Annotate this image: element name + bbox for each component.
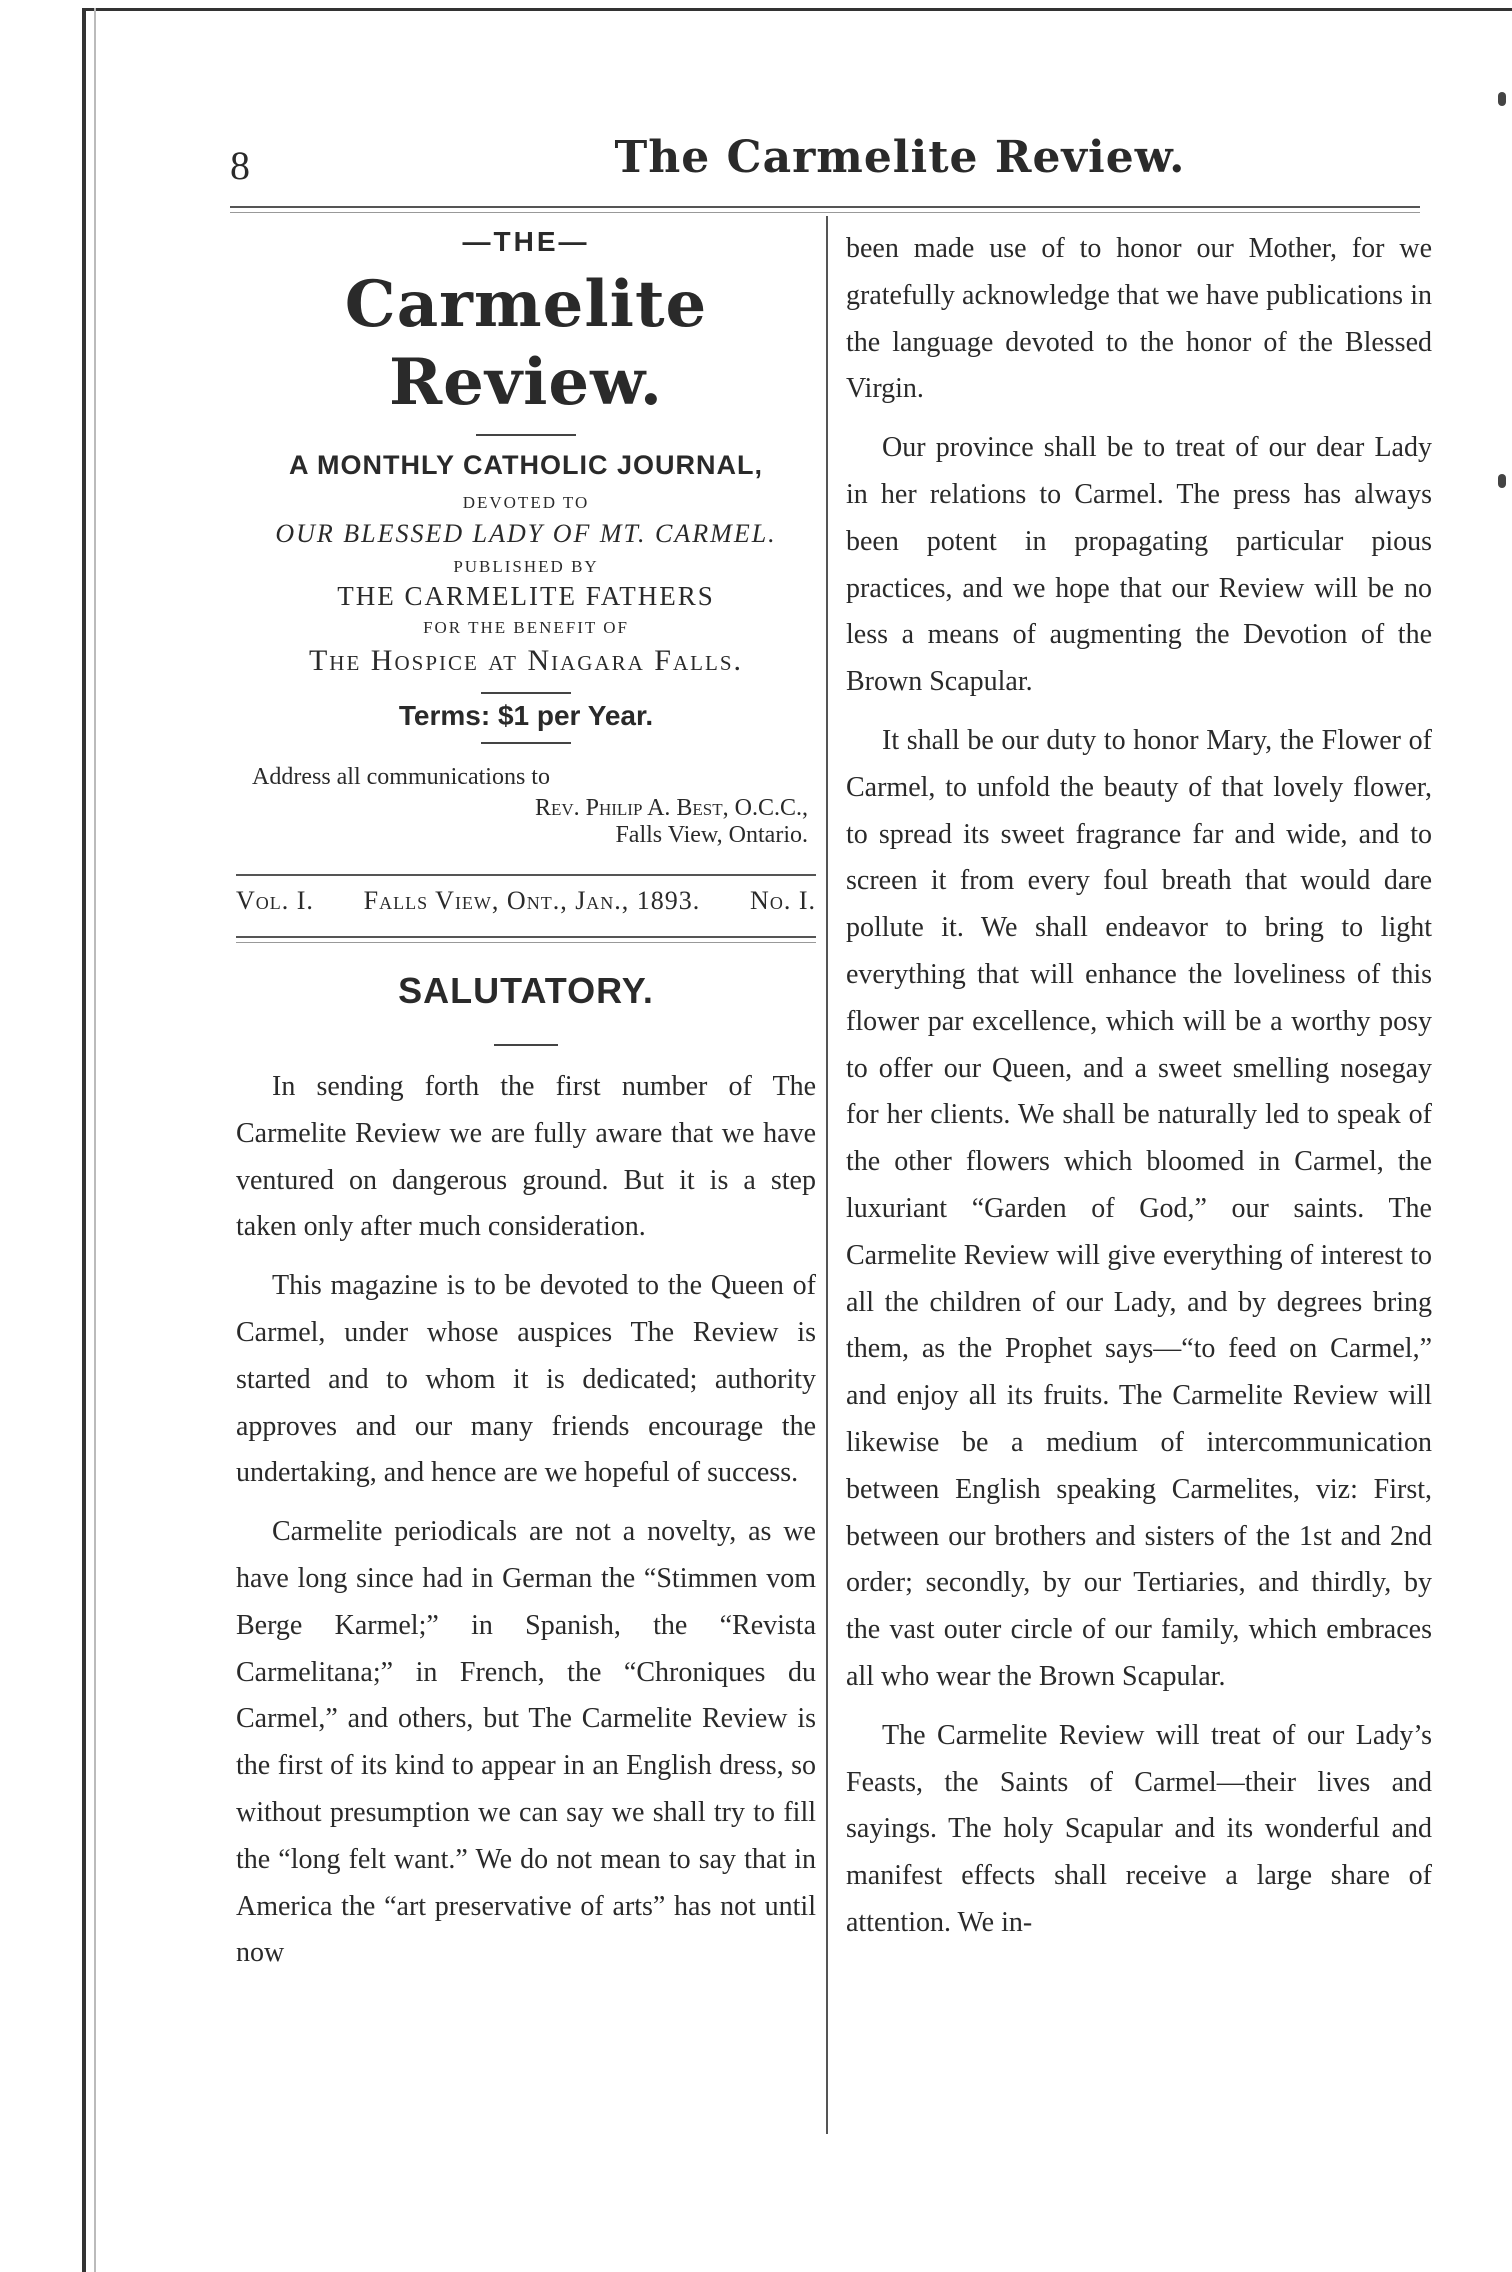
masthead-hospice: The Hospice at Niagara Falls. [308, 644, 743, 677]
article-paragraph: It shall be our duty to honor Mary, the Flower of Carmel, to unfold the beauty of that lovely flower, to spread its sweet fragrance far and wide, and to screen it from every foul breath that would dare pollute it. We shall endeavor to bring to light everything that will enhance the loveliness of this flower par excellence, which will be a worthy posy to offer our Queen, and a sweet smelling nosegay for her clients. We shall be naturally led to speak of the other flowers which bloomed in Carmel, the luxuriant “Garden of God,” our saints. The Carmelite Review will give everything of interest to all the children of our Lady, and by degrees bring them, as the Prophet says—“to feed on Carmel,” and enjoy all its fruits. The Carmelite Review will likewise be a medium of intercommunication between English speaking Carmelites, viz: First, between our brothers and sisters of the 1st and 2nd order; secondly, by our Tertiaries, and thirdly, by the vast outer circle of our family, which embraces all who wear the Brown Scapular. [846, 724, 1432, 1692]
address-name: Rev. Philip A. Best, O.C.C., [534, 795, 808, 821]
volume-rule-top [236, 874, 816, 876]
volume-rule-bottom-thin [236, 942, 816, 943]
masthead-devoted: DEVOTED TO [462, 493, 590, 512]
article-paragraph: Our province shall be to treat of our dear Lady in her relations to Carmel. The press has always been potent in propagating particular pious practices, and we hope that our Review will be no less a means of augmenting the Devotion of the Brown Scapular. [846, 432, 1432, 698]
masthead-fathers: THE CARMELITE FATHERS [337, 581, 715, 611]
header-rule-thin [230, 212, 1420, 213]
page-frame-top [82, 8, 1512, 11]
address-place: Falls View, Ontario. [615, 822, 808, 848]
article-paragraph: In sending forth the first number of The Carmelite Review we are fully aware that we have ventured on dangerous ground. But it is a step taken only after much consideration. [236, 1071, 816, 1243]
heading-divider [494, 1044, 558, 1046]
masthead-subtitle: A MONTHLY CATHOLIC JOURNAL, [288, 450, 763, 480]
masthead-divider [476, 434, 576, 436]
page-frame-left-inner [94, 8, 96, 2272]
article-paragraph: The Carmelite Review will treat of our Lady’s Feasts, the Saints of Carmel—their lives and sayings. The holy Scapular and its wonderful and manifest effects shall receive a large share of attention. We in- [846, 1719, 1432, 1938]
running-title: The Carmelite Review. [614, 132, 1186, 183]
article-heading: SALUTATORY. [398, 970, 654, 1011]
page-frame-left [82, 8, 86, 2272]
volume-rule-bottom [236, 936, 816, 938]
volume-place-date: Falls View, Ont., Jan., 1893. [363, 886, 701, 915]
masthead-divider [481, 742, 571, 744]
masthead-published: PUBLISHED BY [453, 557, 599, 576]
article-right-column [846, 226, 1432, 1959]
masthead-divider [481, 692, 571, 694]
article-left-column [236, 1064, 816, 1989]
masthead-benefit: FOR THE BENEFIT OF [423, 618, 629, 637]
header-rule [230, 206, 1420, 208]
masthead-the: —THE— [462, 226, 590, 257]
volume-line [236, 886, 816, 916]
page-number: 8 [230, 143, 250, 188]
column-rule [826, 216, 828, 2134]
article-paragraph: been made use of to honor our Mother, for we gratefully acknowledge that we have publications in the language devoted to the honor of the Blessed Virgin. [846, 233, 1432, 405]
edge-mark [1498, 474, 1506, 488]
volume-number: Vol. I. [236, 886, 314, 915]
article-paragraph: This magazine is to be devoted to the Queen of Carmel, under whose auspices The Review is started and to whom it is dedicated; authority approves and our many friends encourage the undertaking, and hence are we hopeful of success. [236, 1270, 816, 1489]
article-paragraph: Carmelite periodicals are not a novelty, as we have long since had in German the “Stimmen vom Berge Karmel;” in Spanish, the “Revista Carmelitana;” in French, the “Chroniques du Carmel,” and others, but The Carmelite Review is the first of its kind to appear in an English dress, so without presumption we can say we shall try to fill the “long felt want.” We do not mean to say that in America the “art preservative of arts” has not until now [236, 1516, 816, 1969]
edge-mark [1498, 92, 1506, 106]
masthead-title: Carmelite Review. [344, 267, 708, 420]
masthead [236, 222, 816, 849]
masthead-terms: Terms: $1 per Year. [398, 700, 654, 731]
issue-number: No. I. [750, 886, 816, 915]
masthead-lady: OUR BLESSED LADY OF MT. CARMEL. [275, 519, 777, 548]
address-intro: Address all communications to [252, 764, 550, 790]
